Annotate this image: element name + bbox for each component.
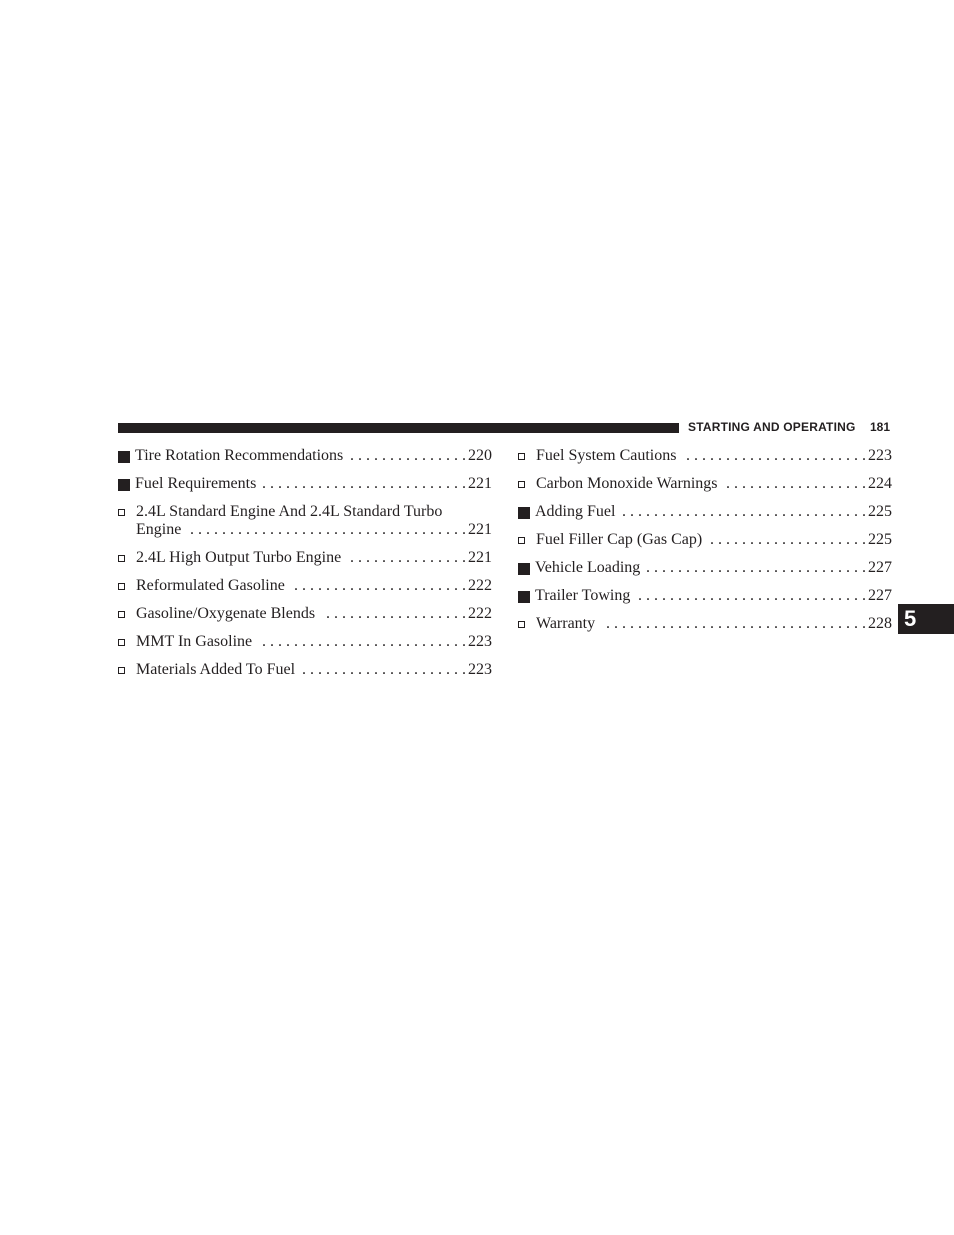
toc-right-column: [518, 447, 892, 643]
leader-dots: [646, 559, 866, 577]
toc-left-column: [118, 447, 492, 689]
toc-entry-page: 227: [868, 587, 892, 604]
toc-entry-page: 222: [468, 605, 492, 622]
toc-entry-page: 221: [468, 521, 492, 538]
toc-entry-label: 2.4L High Output Turbo Engine: [136, 549, 342, 566]
toc-entry-page: 225: [868, 531, 892, 548]
toc-entry-standard-engine[interactable]: [118, 503, 492, 539]
leader-dots: [708, 531, 866, 549]
toc-entry-fuel-system-cautions[interactable]: [518, 447, 892, 465]
filled-square-bullet-icon: [118, 479, 130, 491]
open-square-bullet-icon: [518, 453, 525, 460]
toc-entry-label: Reformulated Gasoline: [136, 577, 285, 594]
chapter-number: 5: [904, 606, 917, 631]
leader-dots: [301, 661, 466, 679]
leader-dots: [262, 475, 466, 493]
leader-dots: [724, 475, 866, 493]
toc-entry-page: 221: [468, 549, 492, 566]
leader-dots: [258, 633, 466, 651]
chapter-tab[interactable]: [898, 604, 954, 634]
toc-entry-page: 223: [868, 447, 892, 464]
toc-entry-label: Carbon Monoxide Warnings: [536, 475, 718, 492]
toc-entry-label: Materials Added To Fuel: [136, 661, 296, 678]
toc-entry-tire-rotation[interactable]: [118, 447, 492, 465]
open-square-bullet-icon: [118, 667, 125, 674]
open-square-bullet-icon: [118, 611, 125, 618]
toc-entry-mmt-in-gasoline[interactable]: [118, 633, 492, 651]
open-square-bullet-icon: [518, 621, 525, 628]
toc-entry-label: Warranty: [536, 615, 596, 632]
toc-entry-materials-added[interactable]: [118, 661, 492, 679]
toc-entry-label: Tire Rotation Recommendations: [135, 447, 344, 464]
section-title: STARTING AND OPERATING: [688, 420, 856, 434]
toc-entry-label: Fuel Requirements: [135, 475, 257, 492]
leader-dots: [347, 549, 466, 567]
leader-dots: [349, 447, 466, 465]
toc-entry-page: 221: [468, 475, 492, 492]
leader-dots: [291, 577, 466, 595]
filled-square-bullet-icon: [518, 507, 530, 519]
leader-dots: [621, 503, 866, 521]
open-square-bullet-icon: [118, 639, 125, 646]
toc-entry-high-output-turbo[interactable]: [118, 549, 492, 567]
page-number: 181: [870, 420, 891, 434]
toc-entry-page: 220: [468, 447, 492, 464]
leader-dots: [601, 615, 866, 633]
leader-dots: [321, 605, 466, 623]
toc-entry-page: 224: [868, 475, 892, 492]
toc-entry-adding-fuel[interactable]: [518, 503, 892, 521]
toc-entry-fuel-filler-cap[interactable]: [518, 531, 892, 549]
toc-entry-vehicle-loading[interactable]: [518, 559, 892, 577]
filled-square-bullet-icon: [518, 563, 530, 575]
leader-dots: [187, 521, 466, 539]
toc-entry-carbon-monoxide[interactable]: [518, 475, 892, 493]
toc-entry-label: Engine: [136, 521, 182, 538]
toc-entry-warranty[interactable]: [518, 615, 892, 633]
toc-entry-page: 222: [468, 577, 492, 594]
toc-entry-label: Trailer Towing: [535, 587, 631, 604]
open-square-bullet-icon: [118, 555, 125, 562]
toc-entry-fuel-requirements[interactable]: [118, 475, 492, 493]
open-square-bullet-icon: [518, 537, 525, 544]
toc-entry-oxygenate-blends[interactable]: [118, 605, 492, 623]
open-square-bullet-icon: [118, 583, 125, 590]
toc-entry-page: 223: [468, 633, 492, 650]
toc-entry-label-line1: 2.4L Standard Engine And 2.4L Standard Turbo: [136, 503, 443, 520]
header-rule: [118, 423, 679, 433]
toc-entry-label: Vehicle Loading: [535, 559, 641, 576]
leader-dots: [636, 587, 866, 605]
toc-entry-label: Fuel Filler Cap (Gas Cap): [536, 531, 703, 548]
toc-entry-label: Gasoline/Oxygenate Blends: [136, 605, 316, 622]
toc-entry-trailer-towing[interactable]: [518, 587, 892, 605]
toc-entry-page: 227: [868, 559, 892, 576]
toc-entry-label: Adding Fuel: [535, 503, 616, 520]
toc-entry-label: Fuel System Cautions: [536, 447, 677, 464]
leader-dots: [682, 447, 866, 465]
open-square-bullet-icon: [118, 509, 125, 516]
toc-entry-page: 228: [868, 615, 892, 632]
toc-entry-page: 225: [868, 503, 892, 520]
filled-square-bullet-icon: [518, 591, 530, 603]
toc-entry-reformulated-gasoline[interactable]: [118, 577, 492, 595]
open-square-bullet-icon: [518, 481, 525, 488]
filled-square-bullet-icon: [118, 451, 130, 463]
toc-entry-page: 223: [468, 661, 492, 678]
toc-entry-label: MMT In Gasoline: [136, 633, 253, 650]
